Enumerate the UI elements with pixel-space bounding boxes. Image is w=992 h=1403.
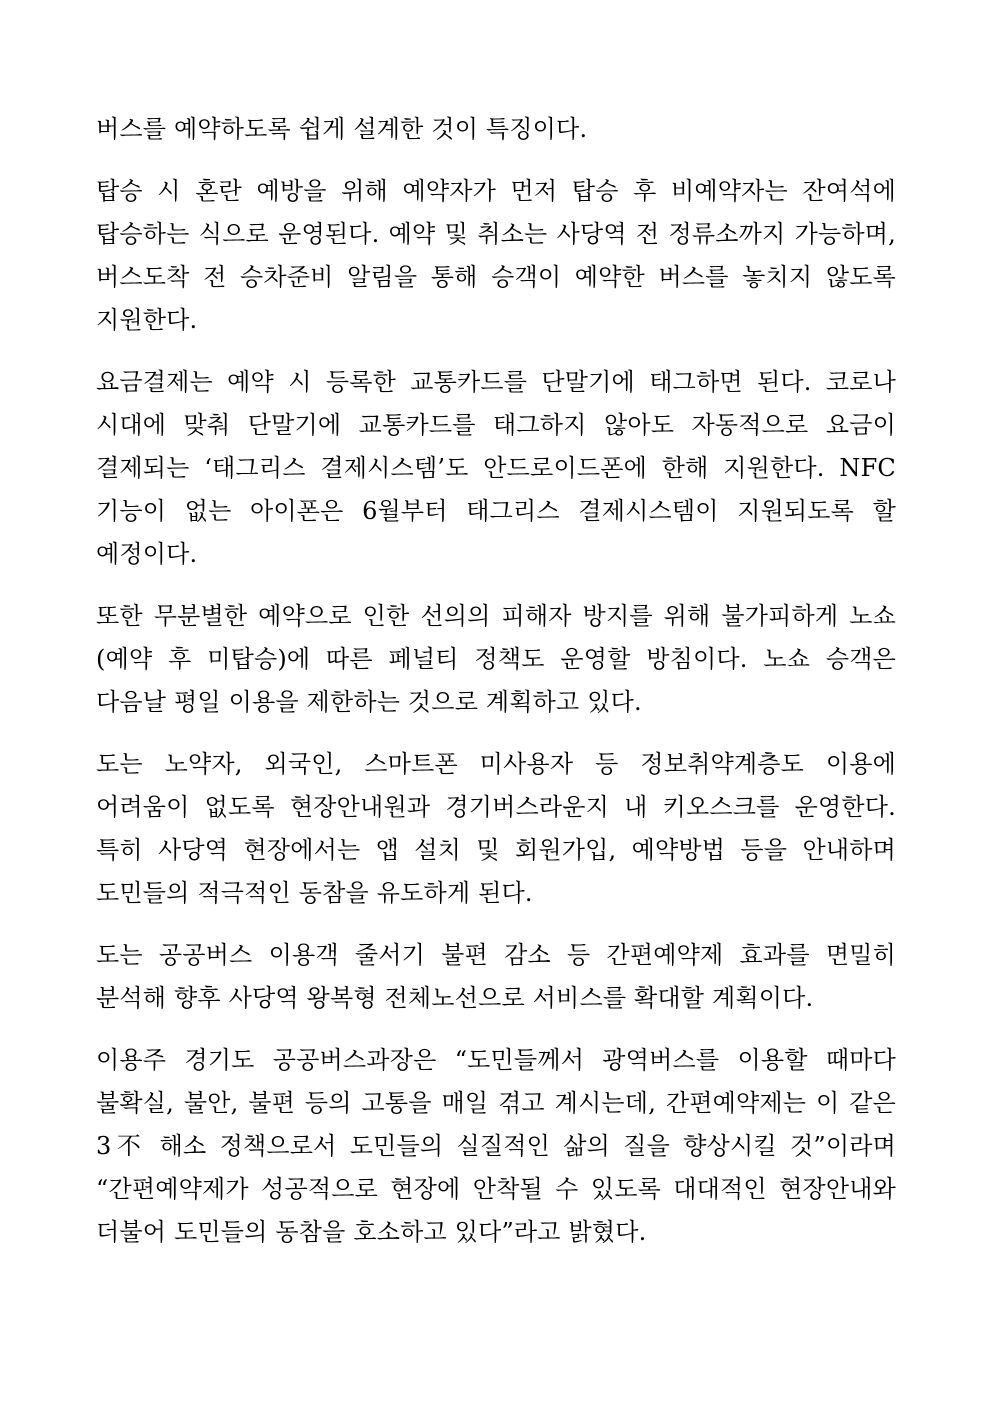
- paragraph-no-show-penalty: 또한 무분별한 예약으로 인한 선의의 피해자 방지를 위해 불가피하게 노쇼(예약 후 미탑승)에 따른 페널티 정책도 운영할 방침이다. 노쇼 승객은 다음날 평일 이용을 제한하는 것으로 계획하고 있다.: [96, 602, 896, 716]
- paragraph-intro-tail: 버스를 예약하도록 쉽게 설계한 것이 특징이다.: [96, 115, 588, 143]
- paragraph-payment: 요금결제는 예약 시 등록한 교통카드를 단말기에 태그하면 된다. 코로나 시대에 맞춰 단말기에 교통카드를 태그하지 않아도 자동적으로 요금이 결제되는 ‘태그리스 결제시스템’도 안드로이드폰에 한해 지원한다. NFC 기능이 없는 아이폰은 6월부터 태그리스 결제시스템이 지원되도록 할 예정이다.: [96, 368, 896, 568]
- paragraph-expansion-plan: 도는 공공버스 이용객 줄서기 불편 감소 등 간편예약제 효과를 면밀히 분석해 향후 사당역 왕복형 전체노선으로 서비스를 확대할 계획이다.: [96, 941, 896, 1012]
- document-page: [96, 108, 896, 1273]
- paragraph-official-quote: 이용주 경기도 공공버스과장은 “도민들께서 광역버스를 이용할 때마다 불확실, 불안, 불편 등의 고통을 매일 겪고 계시는데, 간편예약제는 이 같은 3不 해소 정책으로서 도민들의 실질적인 삶의 질을 향상시킬 것”이라며 “간편예약제가 성공적으로 현장에 안착될 수 있도록 대대적인 현장안내와 더불어 도민들의 동참을 호소하고 있다”라고 밝혔다.: [96, 1046, 896, 1246]
- paragraph-boarding: 탑승 시 혼란 예방을 위해 예약자가 먼저 탑승 후 비예약자는 잔여석에 탑승하는 식으로 운영된다. 예약 및 취소는 사당역 전 정류소까지 가능하며, 버스도착 전 승차준비 알림을 통해 승객이 예약한 버스를 놓치지 않도록 지원한다.: [96, 177, 896, 334]
- paragraph-vulnerable-support: 도는 노약자, 외국인, 스마트폰 미사용자 등 정보취약계층도 이용에 어려움이 없도록 현장안내원과 경기버스라운지 내 키오스크를 운영한다. 특히 사당역 현장에서는 앱 설치 및 회원가입, 예약방법 등을 안내하며 도민들의 적극적인 동참을 유도하게 된다.: [96, 750, 896, 907]
